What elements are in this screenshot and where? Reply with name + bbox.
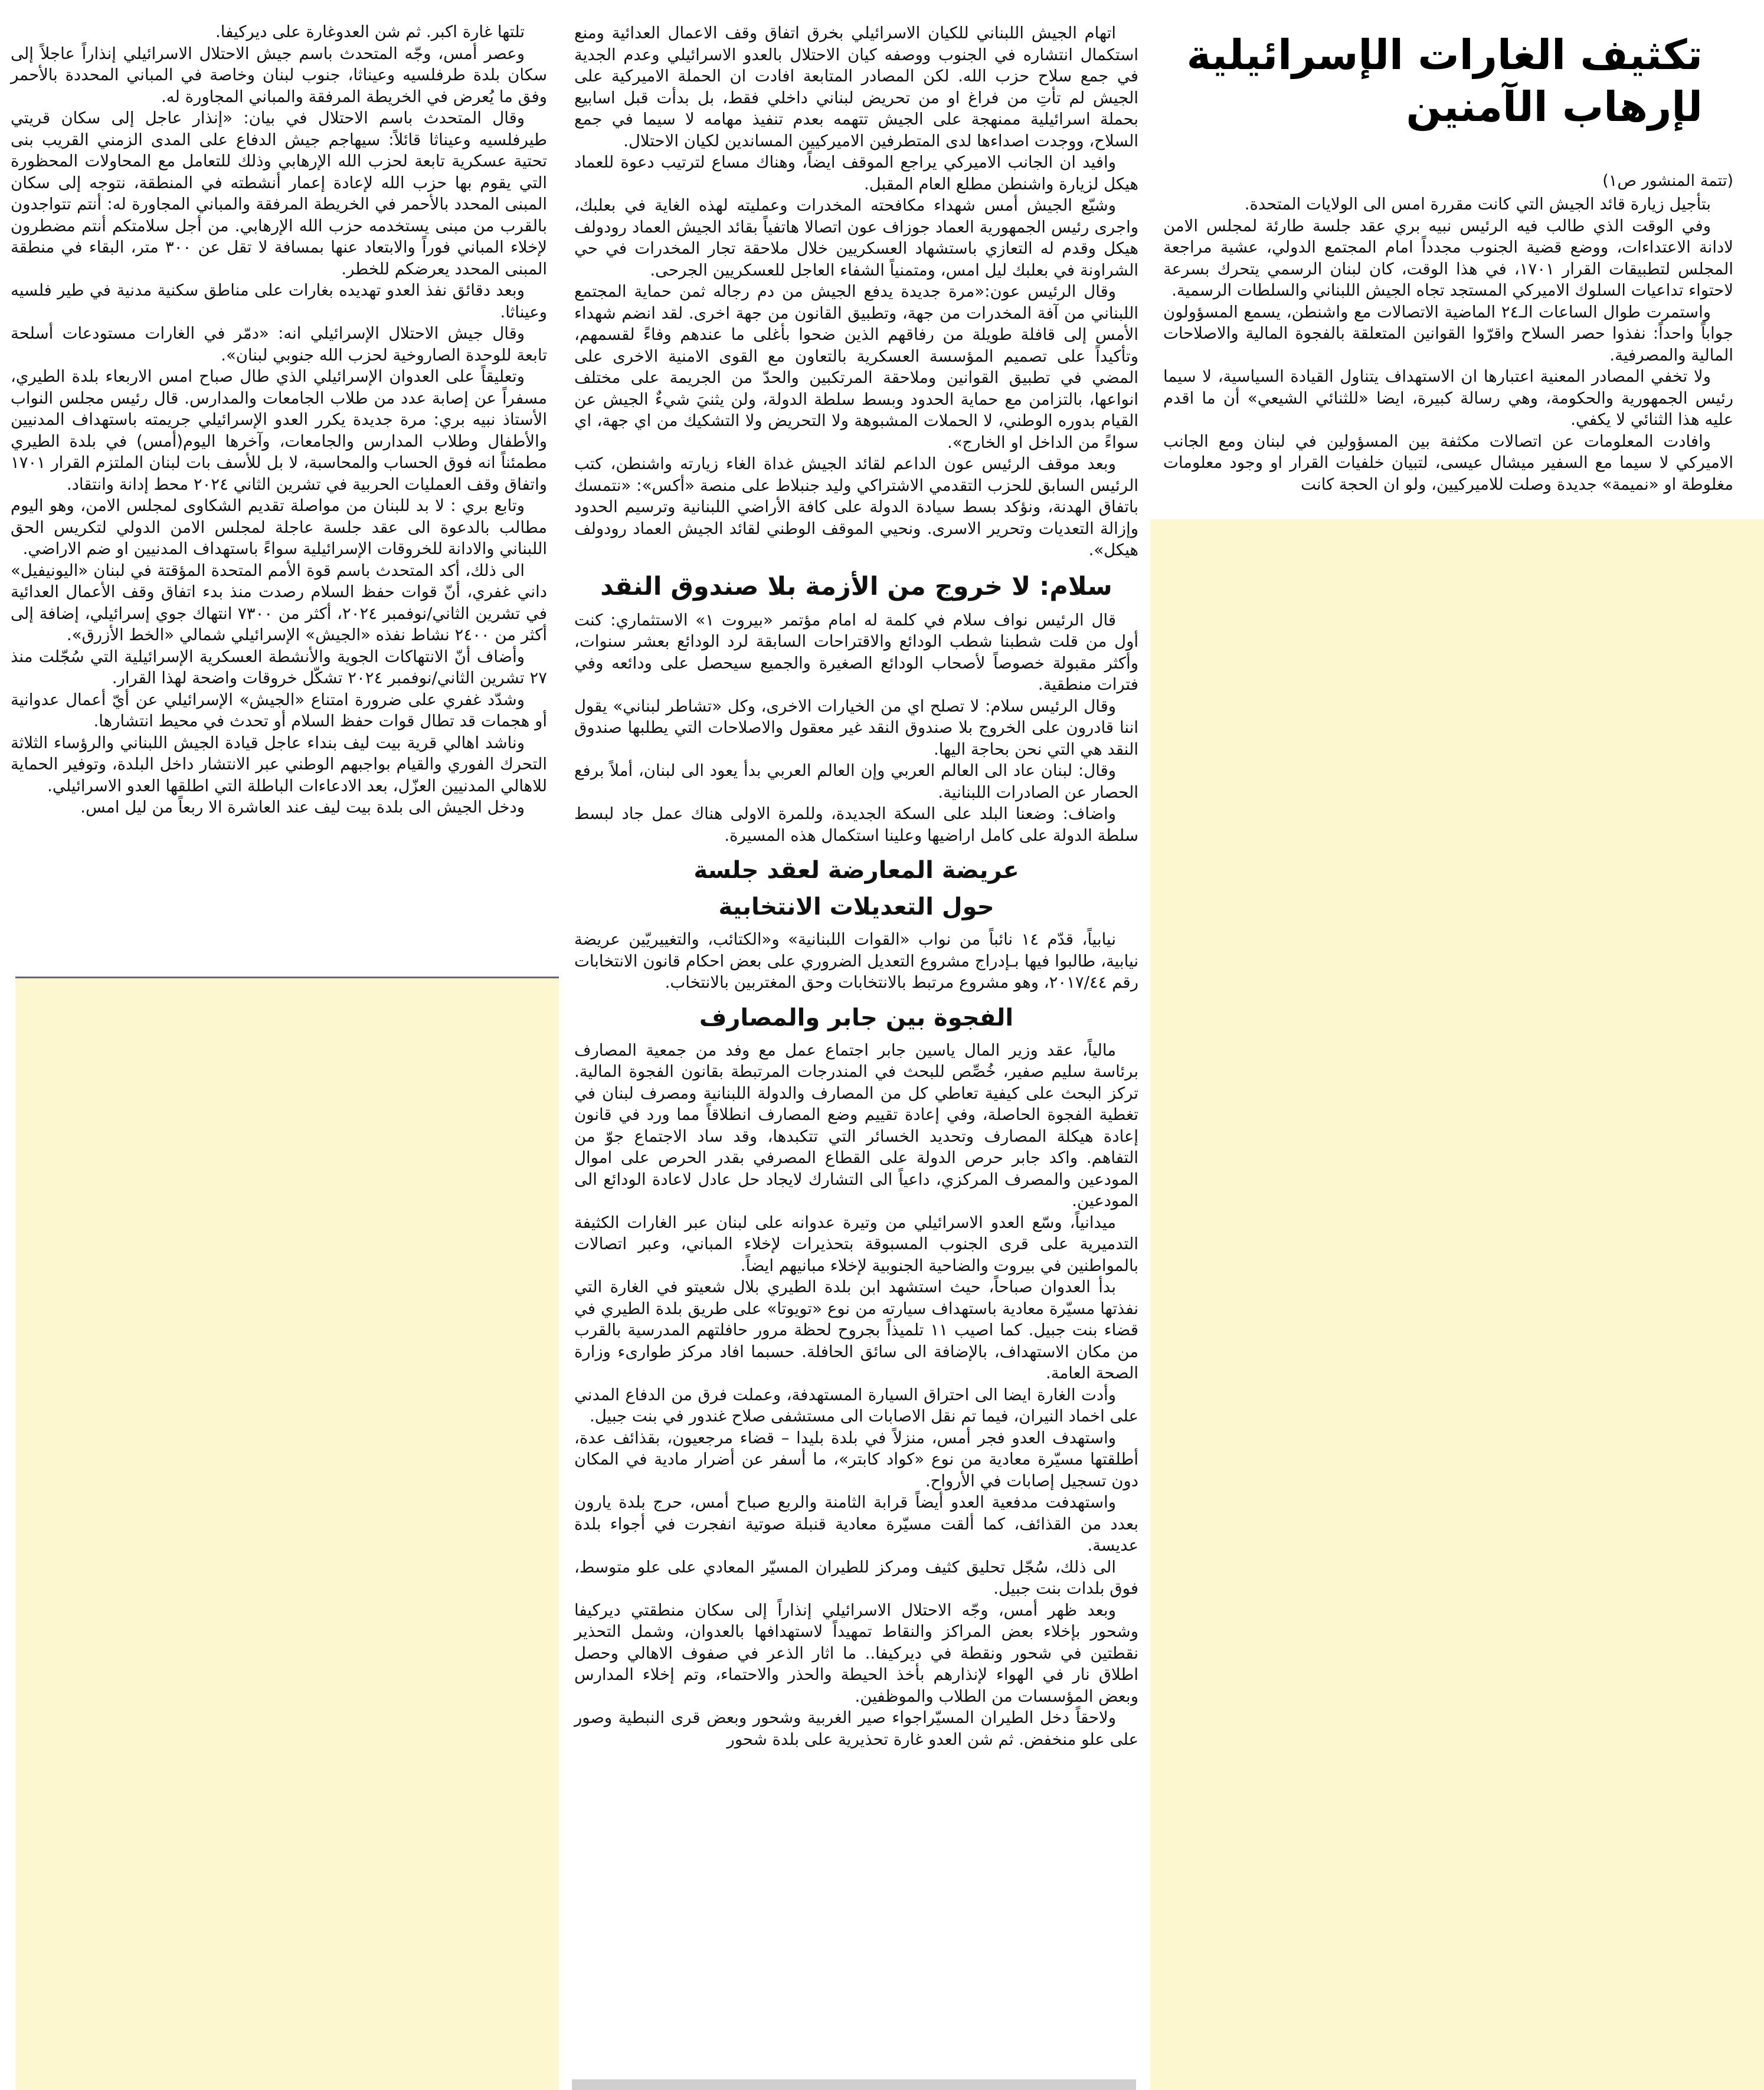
- article-paragraph: وشيّع الجيش أمس شهداء مكافحته المخدرات وعمليته لهذه الغاية في بعلبك، واجرى رئيس الجمهورية العماد جوزاف عون اتصالا هاتفياً بقائد الجيش العماد رودولف هيكل وقدم له التعازي باستشهاد العسكريين خلال ملاحقة تجار المخدرات في حي الشراونة في بعلبك ليل امس، ومتمنياً الشفاء العاجل للعسكريين الجرحى.: [574, 196, 1138, 280]
- article-paragraph: ميدانياً، وسّع العدو الاسرائيلي من وتيرة عدوانه على لبنان عبر الغارات الكثيفة التدميرية على قرى الجنوب المسبوقة بتحذيرات لإخلاء المباني، وعبر اتصالات بالمواطنين في بيروت والضاحية الجنوبية لإخلاء مبانيهم ايضاً.: [574, 1213, 1138, 1275]
- left-column-text: [11, 0, 547, 818]
- article-paragraph: وقال الرئيس سلام: لا تصلح اي من الخيارات الاخرى، وكل «تشاطر لبناني» يقول اننا قادرون على الخروج بلا صندوق النقد غير معقول والاصلاحات التي يطلبها صندوق النقد هي التي نحن بحاجة اليها.: [574, 696, 1138, 759]
- right-column-highlight-box: [1150, 519, 1764, 2090]
- article-paragraph: وبعد موقف الرئيس عون الداعم لقائد الجيش غداة الغاء زيارته واشنطن، كتب الرئيس السابق للحزب التقدمي الاشتراكي وليد جنبلاط على منصة «أكس»: «نتمسك باتفاق الهدنة، ونؤكد بسط سيادة الدولة على كافة الأراضي اللبنانية وترسيم الحدود وإزالة التعديات وتحرير الاسرى. ونحيي الموقف الوطني لقائد الجيش العماد رودولف هيكل».: [574, 454, 1138, 559]
- article-paragraph: ودخل الجيش الى بلدة بيت ليف عند العاشرة الا ربعاً من ليل امس.: [80, 798, 525, 817]
- subheading-salam: سلام: لا خروج من الأزمة بلا صندوق النقد: [600, 571, 1112, 601]
- article-paragraph: اتهام الجيش اللبناني للكيان الاسرائيلي بخرق اتفاق وقف الاعمال العدائية ومنع استكمال انتشاره في الجنوب ووصفه كيان الاحتلال بالعدو الاسرائيلي وعدم الجدية في جمع سلاح حزب الله. لكن المصادر المتابعة افادت ان الحملة الاميركية على الجيش لم تأتِ من فراغ او من تحريض لبناني داخلي فقط، بل بدأت قبل اسابيع بحملة اسرائيلية ممنهجة على الجيش تتهمه بعدم تنفيذ مهامه لا سيما في جمع السلاح، ووجدت اصداءها لدى المتطرفين الاميركيين المساندين لكيان الاحتلال.: [574, 24, 1138, 150]
- headline: تكثيف الغارات الإسرائيلية لإرهاب الآمنين: [1186, 31, 1703, 131]
- article-paragraph: واستهدف العدو فجر أمس، منزلاً في بلدة بليدا – قضاء مرجعيون، بقذائف عدة، أطلقتها مسيّرة معادية من نوع «كواد كابتر»، ما أسفر عن أضرار مادية في المكان دون تسجيل إصابات في الأرواح.: [574, 1428, 1138, 1490]
- article-paragraph: مالياً، عقد وزير المال ياسين جابر اجتماع عمل مع وفد من جمعية المصارف برئاسة سليم صفير، خُصِّص للبحث في المندرجات المرتبطة بقانون الفجوة المالية. تركز البحث على كيفية تعاطي كل من المصارف والدولة اللبنانية ومصرف لبنان في تغطية الفجوة الحاصلة، وفي إعادة تقييم وضع المصارف انطلاقاً مما ورد في قانون إعادة هيكلة المصارف وتحديد الخسائر التي تتكبدها، وقد ساد الاجتماع جوّ من التفاهم. واكد جابر حرص الدولة على القطاع المصرفي بقدر الحرص على اموال المودعين والمصرف المركزي، داعياً الى التشارك لايجاد حل عادل لاعادة الودائع الى المودعين.: [574, 1040, 1138, 1211]
- article-paragraph: الى ذلك، سُجّل تحليق كثيف ومركز للطيران المسيّر المعادي على علو متوسط، فوق بلدات بنت جبيل.: [574, 1557, 1138, 1598]
- subheading-financial-gap: الفجوة بين جابر والمصارف: [699, 1004, 1014, 1031]
- middle-column: [560, 0, 1150, 2090]
- article-paragraph: نيابياً، قدّم ١٤ نائباً من نواب «القوات اللبنانية» و«الكتائب، والتغييريّين عريضة نيابية، طالبوا فيها بـإدراج مشروع التعديل الضروري على بعض احكام قانون الانتخابات رقم ٢٠١٧/٤٤، وهو مشروع مرتبط بالانتخابات وحق المغتربين بالانتخاب.: [574, 930, 1138, 992]
- subheading-opposition-line1: عريضة المعارضة لعقد جلسة: [693, 857, 1019, 885]
- article-paragraph: وقال: لبنان عاد الى العالم العربي وإن العالم العربي بدأ يعود الى لبنان، أملاً برفع الحصار عن الصادرات اللبنانية.: [574, 761, 1138, 802]
- article-paragraph: بدأ العدوان صباحاً، حيث استشهد ابن بلدة الطيري بلال شعيتو في الغارة التي نفذتها مسيّرة معادية باستهداف سيارته من نوع «تويوتا» على طريق بلدة الطيري في قضاء بنت جبيل. كما اصيب ١١ تلميذاً بجروح لحظة مرور حافلتهم المدرسية بالقرب من مكان الاستهداف، بالإضافة الى سائق الحافلة. حسبما افاد مركز طوارىء وزارة الصحة العامة.: [574, 1277, 1138, 1383]
- article-paragraph: وبعد ظهر أمس، وجّه الاحتلال الاسرائيلي إنذاراً إلى سكان منطقتي ديركيفا وشحور بإخلاء بعض المراكز والنقاط تمهيداً لاستهدافها بالعدوان، وشمل التحذير نقطتين في شحور ونقطة في ديركيفا.. ما اثار الذعر في صفوف الاهالي وحصل اطلاق نار في الهواء لإنذارهم بأخذ الحيطة والحذر والاحتماء، وتم إخلاء المدارس وبعض المؤسسات من الطلاب والموظفين.: [574, 1600, 1138, 1706]
- article-paragraph: قال الرئيس نواف سلام في كلمة له امام مؤتمر «بيروت ١» الاستثماري: كنت أول من قلت شطبنا شطب الودائع والاقتراحات السابقة لرد الودائع بعشر سنوات، وأكثر مقبولة خصوصاً لأصحاب الودائع الصغيرة والجميع سيحصل على ودائعه وفي فترات منطقية.: [574, 610, 1138, 695]
- left-column-highlight-box: [15, 977, 559, 2090]
- article-paragraph: وافادت المعلومات عن اتصالات مكثفة بين المسؤولين في لبنان ومع الجانب الاميركي لا سيما مع السفير ميشال عيسى، لتبيان خلفيات القرار او وجود معلومات مغلوطة او «نميمة» جديدة وصلت للاميركيين، ولو ان الحجة كانت: [1163, 431, 1733, 494]
- article-paragraph: وشدّد غفري على ضرورة امتناع «الجيش» الإسرائيلي عن أيّ أعمال عدوانية أو هجمات قد تطال قوات حفظ السلام أو تحدث في محيط انتشارها.: [11, 690, 547, 730]
- article-paragraph: وبعد دقائق نفذ العدو تهديده بغارات على مناطق سكنية مدنية في طير فلسيه وعيناثا.: [11, 281, 547, 322]
- continuation-reference: (تتمة المنشور ص١): [1602, 172, 1733, 190]
- article-paragraph: وتابع بري : لا بد للبنان من مواصلة تقديم الشكاوى لمجلس الامن، وهو اليوم مطالب بالدعوة الى عقد جلسة عاجلة لمجلس الامن الدولي لتكريس الحق اللبناني والادانة للخروقات الإسرائيلية سواءً باستهداف المدنيين او ضم الاراضي.: [11, 496, 547, 558]
- bottom-gray-bar: [572, 2079, 1136, 2090]
- article-paragraph: وأضاف أنّ الانتهاكات الجوية والأنشطة العسكرية الإسرائيلية التي سُجّلت منذ ٢٧ تشرين الثاني/نوفمبر ٢٠٢٤ تشكّل خروقات واضحة لهذا القرار.: [11, 647, 547, 687]
- article-paragraph: وتعليقاً على العدوان الإسرائيلي الذي طال صباح امس الاربعاء بلدة الطيري، مسفراً عن إصابة عدد من طلاب الجامعات والمدارس. قال رئيس مجلس النواب الأستاذ نبيه بري: مرة جديدة يكرر العدو الإسرائيلي جريمته باستهداف المدنيين والأطفال وطلاب المدارس والجامعات، وآخرها اليوم(أمس) في بلدة الطيري مطمئناً انه فوق الحساب والمحاسبة، لا بل للأسف بات لبنان الملتزم القرار ١٧٠١ واتفاق وقف العمليات الحربية في تشرين الثاني ٢٠٢٤ محط إدانة وانتقاد.: [11, 367, 547, 494]
- article-paragraph: وفي الوقت الذي طالب فيه الرئيس نبيه بري عقد جلسة طارئة لمجلس الامن لادانة الاعتداءات، ووضع قضية الجنوب مجدداً امام المجتمع الدولي، عشية مراجعة المجلس لتطبيقات القرار ١٧٠١، في هذا الوقت، كان لبنان الرسمي يتحرك بسرعة لاحتواء تداعيات السلوك الاميركي المستجد تجاه الجيش اللبناني والسلطات الرسمية.: [1163, 216, 1733, 300]
- article-paragraph: وأدت الغارة ايضا الى احتراق السيارة المستهدفة، وعملت فرق من الدفاع المدني على اخماد النيران، فيما تم نقل الاصابات الى مستشفى صلاح غندور في بنت جبيل.: [574, 1385, 1138, 1426]
- article-paragraph: ولا تخفي المصادر المعنية اعتبارها ان الاستهداف يتناول القيادة السياسية، لا سيما رئيس الجمهورية والحكومة، وهي رسالة كبيرة، ايضا «للثنائي الشيعي» أن ما اقدم عليه هذا الثنائي لا يكفي.: [1163, 367, 1733, 430]
- article-paragraph: وناشد اهالي قرية بيت ليف بنداء عاجل قيادة الجيش اللبناني والرؤساء الثلاثة التحرك الفوري والقيام بواجبهم الوطني عبر الانتشار داخل البلدة، وتوفير الحماية للاهالي المدنيين العزّل، بعد الادعاءات الباطلة التي اطلقها العدو الاسرائيلي.: [11, 733, 547, 795]
- article-paragraph: وقال الرئيس عون:«مرة جديدة يدفع الجيش من دم رجاله ثمن حماية المجتمع اللبناني من آفة المخدرات من جهة، وتطبيق القانون من جهة اخرى. لقد انضم شهداء الأمس إلى قافلة طويلة من رفاقهم الذين ضحوا بأغلى ما عندهم وفاءً لقسمهم، وتأكيداً على تصميم المؤسسة العسكرية بالتعاون مع القوى الامنية الاخرى على المضي في تطبيق القوانين وملاحقة المرتكبين والحدّ من الجريمة على مختلف انواعها، بالتزامن مع حماية الحدود وبسط سلطة الدولة، ولن يثنيَ شيءٌ الجيش عن القيام بدوره الوطني، لا الحملات المشبوهة ولا التحريض ولا التشكيك من اي جهة، اي سواءً من الداخل او الخارج».: [574, 282, 1138, 452]
- middle-column-text: [574, 0, 1138, 1750]
- article-paragraph: وقال المتحدث باسم الاحتلال في بيان: «إنذار عاجل إلى سكان قريتي طيرفلسيه وعيناثا قائلاً: سيهاجم جيش الدفاع على المدى الزمني القريب بنى تحتية عسكرية تابعة لحزب الله الإرهابي وذلك للتعامل مع المحاولات المحظورة التي يقوم بها حزب الله لإعادة إعمار أنشطته في المنطقة، نتوجه إلى سكان المبنى المحدد بالأحمر في الخريطة المرفقة والمباني المجاورة له: أنتم تتواجدون بالقرب من مبنى يستخدمه حزب الله الإرهابي. من أجل سلامتكم أنتم مضطرون لإخلاء المباني فوراً والابتعاد عنها بمسافة لا تقل عن ٣٠٠ متر، البقاء في منطقة المبنى المحدد يعرضكم للخطر.: [11, 109, 547, 279]
- left-column: [0, 0, 560, 2090]
- right-column: [1150, 0, 1764, 2090]
- subheading-opposition-line2: حول التعديلات الانتخابية: [718, 893, 994, 921]
- article-paragraph: ولاحقاً دخل الطيران المسيّراجواء صير الغربية وشحور وبعض قرى النبطية وصور على علو منخفض. ثم شن العدو غارة تحذيرية على بلدة شحور: [574, 1708, 1138, 1749]
- article-paragraph: واضاف: وضعنا البلد على السكة الجديدة، وللمرة الاولى هناك عمل جاد لبسط سلطة الدولة على كامل اراضيها وعلينا استكمال هذه المسيرة.: [574, 804, 1138, 845]
- article-paragraph: الى ذلك، أكد المتحدث باسم قوة الأمم المتحدة المؤقتة في لبنان «اليونيفيل» داني غفري، أنّ قوات حفظ السلام رصدت منذ بدء اتفاق وقف الأعمال العدائية في تشرين الثاني/نوفمبر ٢٠٢٤، أكثر من ٧٣٠٠ انتهاك جوي إسرائيلي، إضافة إلى أكثر من ٢٤٠٠ نشاط نفذه «الجيش» الإسرائيلي شمالي «الخط الأزرق».: [11, 561, 548, 644]
- right-column-text: [1150, 0, 1764, 495]
- article-paragraph: وافيد ان الجانب الاميركي يراجع الموقف ايضاً، وهناك مساع لترتيب دعوة للعماد هيكل لزيارة واشنطن مطلع العام المقبل.: [574, 153, 1138, 194]
- article-paragraph: واستمرت طوال الساعات الـ٢٤ الماضية الاتصالات مع واشنطن، يسمع المسؤولون جواباً واحداً: نفذوا حصر السلاح واقرّوا القوانين المتعلقة بالفجوة المالية والاصلاحات المالية والمصرفية.: [1163, 302, 1733, 365]
- article-paragraph: وقال جيش الاحتلال الإسرائيلي انه: «دمّر في الغارات مستودعات أسلحة تابعة للوحدة الصاروخية لحزب الله جنوبي لبنان».: [11, 324, 547, 365]
- article-paragraph: بتأجيل زيارة قائد الجيش التي كانت مقررة امس الى الولايات المتحدة.: [1244, 195, 1711, 214]
- article-paragraph: واستهدفت مدفعية العدو أيضاً قرابة الثامنة والربع صباح أمس، حرج بلدة يارون بعدد من القذائف، كما ألقت مسيّرة معادية قنبلة صوتية انفجرت في أجواء بلدة عديسة.: [574, 1493, 1138, 1555]
- article-paragraph: تلتها غارة اكبر. ثم شن العدوغارة على ديركيفا.: [215, 22, 525, 41]
- article-paragraph: وعصر أمس، وجّه المتحدث باسم جيش الاحتلال الاسرائيلي إنذاراً عاجلاً إلى سكان بلدة طرفلسيه وعيناثا، جنوب لبنان وخاصة في المباني المحددة بالأحمر وفق ما يُعرض في الخريطة المرفقة والمباني المجاورة له.: [11, 44, 547, 106]
